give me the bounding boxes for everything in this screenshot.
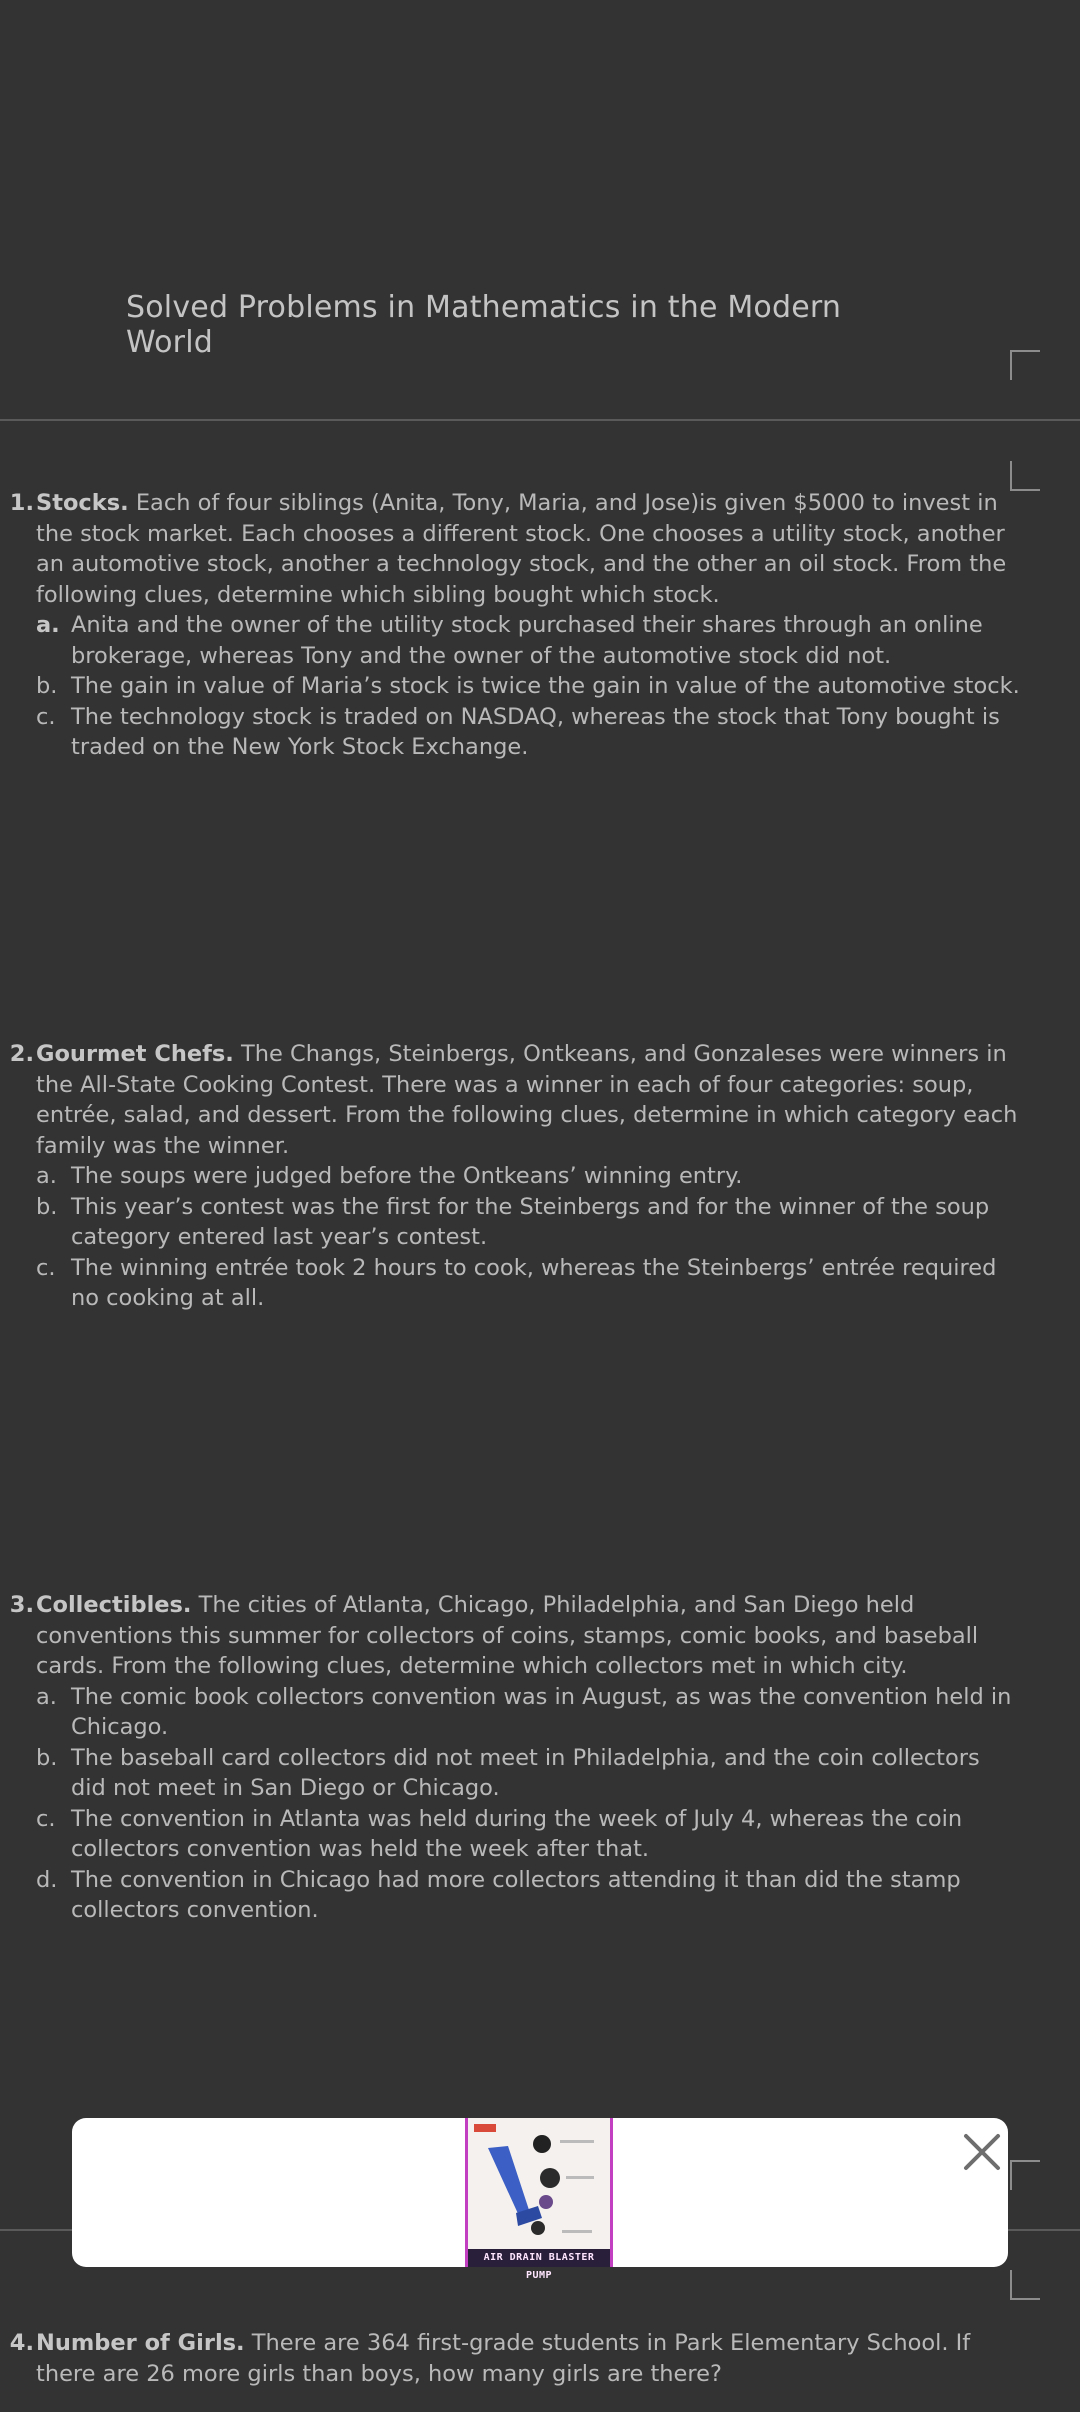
clue-text: The technology stock is traded on NASDAQ, whereas the stock that Tony bought is traded on the New York Stock Exchange. <box>71 703 1000 760</box>
clue-item <box>36 1192 1020 1253</box>
problem-text: The Changs, Steinbergs, Ontkeans, and Gonzaleses were winners in the All-State Cooking Contest. There was a winner in each of four categories: soup, entrée, salad, and dessert. From the following clues, determine in which category each family was the winner. <box>36 1041 1018 1159</box>
page-corner-marker <box>1010 2270 1040 2300</box>
clue-item <box>36 702 1020 763</box>
ad-caption: AIR DRAIN BLASTER PUMP <box>468 2249 610 2267</box>
problem-4 <box>0 2328 1020 2389</box>
clue-item <box>36 1865 1020 1926</box>
problem-number: 4. <box>9 2330 34 2356</box>
problem-text: The cities of Atlanta, Chicago, Philadelphia, and San Diego held conventions this summer for collectors of coins, stamps, comic books, and baseball cards. From the following clues, determine which collectors met in which city. <box>36 1592 979 1679</box>
clue-item <box>36 1253 1020 1314</box>
clue-letter: a. <box>36 1163 57 1189</box>
problem-heading: Collectibles. <box>36 1592 192 1618</box>
page-corner-marker <box>1010 461 1040 491</box>
clue-item <box>36 610 1020 671</box>
problem-heading: Stocks. <box>36 490 129 516</box>
clue-letter: b. <box>36 673 58 699</box>
clue-text: Anita and the owner of the utility stock purchased their shares through an online brokerage, whereas Tony and the owner of the automotive stock did not. <box>71 612 983 669</box>
clue-letter: a. <box>36 1683 57 1710</box>
clue-item <box>36 1804 1020 1865</box>
problem-number: 2. <box>9 1041 34 1067</box>
product-illustration <box>468 2118 610 2249</box>
clue-letter: a. <box>36 612 60 638</box>
clue-item <box>36 1743 1020 1804</box>
clue-letter: c. <box>36 703 56 730</box>
clue-item <box>36 671 1020 702</box>
clue-item <box>36 1682 1020 1743</box>
problem-number: 1. <box>9 490 34 516</box>
clue-text: The convention in Chicago had more collectors attending it than did the stamp collectors convention. <box>71 1866 961 1923</box>
problem-3 <box>0 1590 1020 1926</box>
clue-text: The soups were judged before the Ontkeans’ winning entry. <box>71 1163 743 1189</box>
clue-letter: c. <box>36 1805 56 1832</box>
page-divider <box>0 419 1080 421</box>
ad-banner[interactable] <box>72 2118 1008 2281</box>
clue-text: The gain in value of Maria’s stock is twice the gain in value of the automotive stock. <box>71 673 1020 699</box>
close-icon[interactable] <box>960 2130 1004 2174</box>
clue-text: The convention in Atlanta was held during the week of July 4, whereas the coin collectors convention was held the week after that. <box>71 1805 963 1862</box>
problem-1 <box>0 488 1020 763</box>
page-title: Solved Problems in Mathematics in the Modern World <box>126 290 842 360</box>
ad-image[interactable] <box>465 2118 613 2281</box>
clue-letter: b. <box>36 1193 58 1220</box>
clue-text: The baseball card collectors did not meet in Philadelphia, and the coin collectors did not meet in San Diego or Chicago. <box>71 1744 980 1801</box>
clue-text: This year’s contest was the first for the Steinbergs and for the winner of the soup category entered last year’s contest. <box>71 1193 990 1250</box>
close-button[interactable] <box>960 2130 1004 2174</box>
clue-letter: c. <box>36 1254 56 1281</box>
problem-text: Each of four siblings (Anita, Tony, Maria, and Jose)is given $5000 to invest in the stock market. Each chooses a different stock. One chooses a utility stock, another an automotive stock, another a technology stock, and the other an oil stock. From the following clues, determine which sibling bought which stock. <box>36 490 1007 608</box>
problem-heading: Gourmet Chefs. <box>36 1041 234 1067</box>
clue-item <box>36 1161 1020 1192</box>
problem-number: 3. <box>9 1592 34 1618</box>
page-corner-marker <box>1010 2160 1040 2190</box>
clue-letter: d. <box>36 1866 58 1893</box>
problem-heading: Number of Girls. <box>36 2330 245 2356</box>
problem-text: There are 364 first-grade students in Park Elementary School. If there are 26 more girls than boys, how many girls are there? <box>36 2330 971 2387</box>
problem-2 <box>0 1039 1020 1314</box>
clue-text: The comic book collectors convention was in August, as was the convention held in Chicago. <box>71 1683 1012 1740</box>
clue-letter: b. <box>36 1744 58 1771</box>
clue-text: The winning entrée took 2 hours to cook, whereas the Steinbergs’ entrée required no cooking at all. <box>71 1254 997 1311</box>
page-corner-marker <box>1010 350 1040 380</box>
